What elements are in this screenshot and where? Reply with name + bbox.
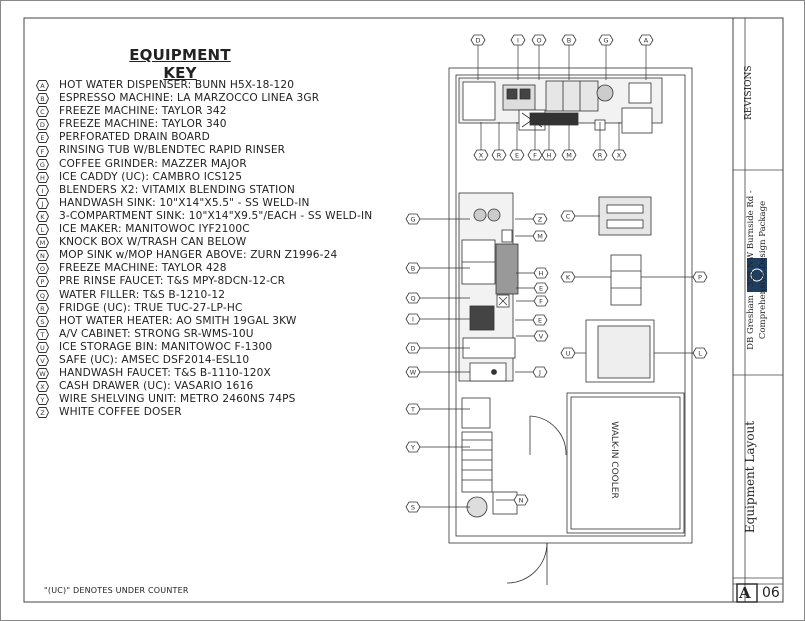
svg-text:G: G: [410, 215, 416, 224]
footnote: "(UC)" DENOTES UNDER COUNTER: [44, 586, 189, 595]
svg-text:I: I: [412, 315, 414, 324]
av-cabinet: [462, 398, 490, 428]
key-item-text: RINSING TUB W/BLENDTEC RAPID RINSER: [59, 144, 286, 157]
grinder-top: [597, 85, 613, 101]
svg-text:J: J: [41, 200, 44, 209]
key-item-text: HANDWASH SINK: 10"X14"X5.5" - SS WELD-IN: [59, 196, 310, 209]
key-item-text: MOP SINK w/MOP HANGER ABOVE: ZURN Z1996-24: [59, 249, 338, 262]
svg-text:T: T: [411, 405, 415, 414]
sheet-number: 06: [762, 585, 780, 601]
mop-sink: [493, 492, 517, 514]
wire-shelving: [462, 432, 492, 492]
callout-j: [533, 367, 547, 377]
svg-text:X: X: [478, 151, 484, 160]
callout-b: [406, 263, 420, 273]
svg-text:A: A: [643, 36, 649, 45]
svg-text:F: F: [40, 147, 45, 156]
svg-text:P: P: [40, 278, 45, 287]
project-subtitle: Comprehensive Design Package: [758, 200, 768, 340]
callout-x: [474, 150, 488, 160]
key-item-text: FREEZE MACHINE: TAYLOR 342: [59, 105, 227, 118]
callout-v: [534, 331, 548, 341]
svg-text:S: S: [40, 317, 45, 326]
callout-e: [510, 150, 524, 160]
key-item-text: PRE RINSE FAUCET: T&S MPY-8DCN-12-CR: [59, 275, 286, 288]
revisions-label: REVISIONS: [744, 65, 754, 120]
svg-text:B: B: [566, 36, 572, 45]
key-item-text: HANDWASH FAUCET: T&S B-1110-120X: [59, 367, 271, 380]
key-item-text: KNOCK BOX W/TRASH CAN BELOW: [59, 236, 247, 249]
key-item-text: ICE CADDY (UC): CAMBRO ICS125: [59, 170, 243, 183]
callout-r: [492, 150, 506, 160]
svg-text:L: L: [40, 226, 45, 235]
svg-text:D: D: [475, 36, 481, 45]
callout-n: [514, 495, 528, 505]
svg-text:W: W: [409, 368, 417, 377]
key-item-text: A/V CABINET: STRONG SR-WMS-10U: [59, 327, 254, 340]
svg-text:M: M: [537, 232, 543, 241]
callout-k: [561, 272, 575, 282]
svg-text:O: O: [39, 265, 46, 274]
svg-text:K: K: [40, 213, 45, 222]
svg-text:Q: Q: [410, 294, 416, 303]
key-item-text: BLENDERS X2: VITAMIX BLENDING STATION: [59, 183, 295, 196]
svg-text:C: C: [40, 108, 45, 117]
walk-in-cooler: [567, 393, 684, 533]
callout-z: [533, 214, 547, 224]
svg-text:E: E: [514, 151, 520, 160]
three-compartment-sink: [611, 255, 641, 305]
svg-text:I: I: [517, 36, 519, 45]
svg-text:R: R: [496, 151, 502, 160]
freeze-machine-c: [599, 197, 651, 235]
key-item-text: HOT WATER HEATER: AO SMITH 19GAL 3KW: [59, 314, 297, 327]
svg-text:H: H: [538, 269, 544, 278]
svg-text:E: E: [537, 316, 543, 325]
sheet-title: Equipment Layout: [743, 420, 757, 534]
callout-d: [471, 35, 485, 45]
svg-text:V: V: [40, 357, 45, 366]
svg-text:M: M: [39, 239, 46, 248]
svg-text:F: F: [533, 151, 537, 160]
callout-i: [511, 35, 525, 45]
svg-text:G: G: [39, 160, 46, 169]
key-item-text: CASH DRAWER (UC): VASARIO 1616: [59, 380, 254, 393]
callout-a: [639, 35, 653, 45]
svg-text:D: D: [39, 121, 46, 130]
callout-h: [534, 268, 548, 278]
svg-text:X: X: [40, 383, 45, 392]
key-item-text: FREEZE MACHINE: TAYLOR 428: [59, 262, 227, 275]
sheet-letter: A: [739, 584, 751, 602]
svg-text:S: S: [410, 503, 416, 512]
callout-q: [406, 293, 420, 303]
svg-text:R: R: [597, 151, 603, 160]
svg-text:E: E: [40, 134, 45, 143]
svg-text:U: U: [40, 344, 45, 353]
callout-e: [534, 283, 548, 293]
handwash-sink: [470, 363, 506, 381]
callout-h: [542, 150, 556, 160]
callout-f: [528, 150, 542, 160]
callout-d: [406, 343, 420, 353]
key-item-text: 3-COMPARTMENT SINK: 10"X14"X9.5"/EACH - SS WELD-IN: [59, 209, 373, 222]
callout-s: [406, 502, 420, 512]
callout-g: [599, 35, 613, 45]
hot-water-dispenser: [629, 83, 651, 103]
key-item-text: COFFEE GRINDER: MAZZER MAJOR: [59, 157, 247, 170]
svg-text:Q: Q: [39, 291, 46, 300]
key-item-text: FRIDGE (UC): TRUE TUC-27-LP-HC: [59, 301, 243, 314]
callout-m: [533, 231, 547, 241]
callout-l: [693, 348, 707, 358]
svg-text:D: D: [410, 344, 416, 353]
svg-text:E: E: [538, 284, 544, 293]
svg-text:U: U: [565, 349, 571, 358]
svg-text:H: H: [39, 173, 46, 182]
svg-text:X: X: [616, 151, 622, 160]
key-item-text: ICE STORAGE BIN: MANITOWOC F-1300: [59, 340, 273, 353]
svg-text:Z: Z: [40, 409, 45, 418]
project-name: DB Gresham - 328 NW Burnside Rd -: [746, 190, 756, 350]
svg-text:L: L: [698, 349, 702, 358]
callout-c: [561, 211, 575, 221]
svg-text:I: I: [41, 186, 44, 195]
svg-text:V: V: [538, 332, 544, 341]
key-item-text: WHITE COFFEE DOSER: [59, 406, 182, 419]
svg-text:R: R: [40, 304, 45, 313]
callout-i: [406, 314, 420, 324]
equipment-key-title: EQUIPMENT KEY: [129, 46, 231, 82]
svg-text:A: A: [40, 82, 45, 91]
svg-text:H: H: [546, 151, 552, 160]
callout-b: [562, 35, 576, 45]
svg-text:G: G: [603, 36, 609, 45]
ice-caddy-top: [530, 113, 578, 125]
svg-text:Z: Z: [537, 215, 543, 224]
svg-text:M: M: [566, 151, 572, 160]
svg-text:K: K: [565, 273, 571, 282]
svg-text:B: B: [410, 264, 416, 273]
key-item-text: ESPRESSO MACHINE: LA MARZOCCO LINEA 3GR: [59, 92, 320, 105]
svg-text:C: C: [565, 212, 571, 221]
callout-x: [612, 150, 626, 160]
callout-o: [532, 35, 546, 45]
callout-p: [693, 272, 707, 282]
svg-text:N: N: [39, 252, 46, 261]
callout-g: [406, 214, 420, 224]
svg-text:J: J: [539, 368, 541, 377]
entry-door-swing: [507, 543, 547, 583]
svg-text:W: W: [39, 370, 46, 379]
key-item-text: SAFE (UC): AMSEC DSF2014-ESL10: [59, 353, 250, 366]
callout-r: [593, 150, 607, 160]
svg-text:F: F: [539, 297, 543, 306]
walk-in-cooler-label: WALK-IN COOLER: [609, 421, 619, 499]
blenders-island: [470, 306, 494, 330]
key-item-text: WATER FILLER: T&S B-1210-12: [59, 288, 226, 301]
ice-caddy-island: [496, 244, 518, 294]
freeze-machine-o: [463, 338, 515, 358]
svg-text:Y: Y: [411, 443, 415, 452]
svg-text:O: O: [536, 36, 542, 45]
key-item-text: FREEZE MACHINE: TAYLOR 340: [59, 118, 227, 131]
svg-text:Y: Y: [40, 396, 45, 405]
svg-text:P: P: [698, 273, 702, 282]
key-item-text: HOT WATER DISPENSER: BUNN H5X-18-120: [59, 79, 295, 91]
key-item-text: ICE MAKER: MANITOWOC IYF2100C: [59, 223, 250, 236]
callout-f: [534, 296, 548, 306]
key-item-text: WIRE SHELVING UNIT: METRO 2460NS 74PS: [59, 393, 296, 406]
key-item-text: PERFORATED DRAIN BOARD: [59, 131, 210, 144]
svg-text:T: T: [40, 331, 45, 340]
callout-m: [562, 150, 576, 160]
espresso-machine: [546, 81, 598, 111]
callout-y: [406, 442, 420, 452]
svg-text:N: N: [518, 496, 524, 505]
callout-u: [561, 348, 575, 358]
callout-e: [533, 315, 547, 325]
svg-text:B: B: [40, 95, 45, 104]
freeze-machine-d: [463, 82, 495, 120]
callout-t: [406, 404, 420, 414]
callout-w: [406, 367, 420, 377]
